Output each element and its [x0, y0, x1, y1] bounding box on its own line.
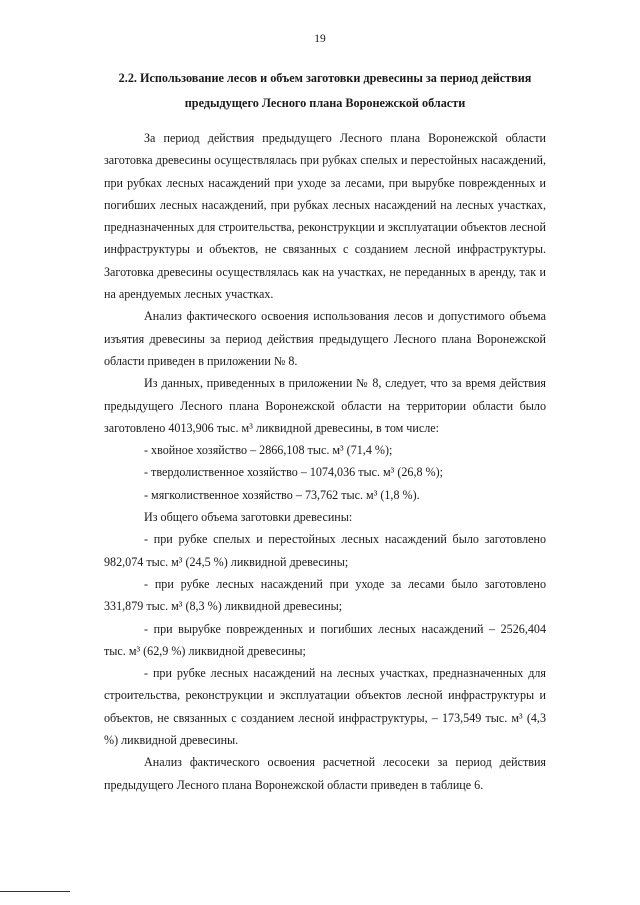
footnote-divider: [0, 891, 70, 892]
list-item-damaged-felling: - при вырубке поврежденных и погибших лесных насаждений – 2526,404 тыс. м³ (62,9 %) ликвидной древесины;: [104, 621, 546, 658]
paragraph-table-reference: Анализ фактического освоения расчетной лесосеки за период действия предыдущего Лесного плана Воронежской области приведен в таблице 6.: [104, 755, 546, 792]
list-item-softwood: - мягколиственное хозяйство – 73,762 тыс. м³ (1,8 %).: [144, 487, 420, 502]
list-item-mature-felling: - при рубке спелых и перестойных лесных насаждений было заготовлено 982,074 тыс. м³ (24,5 %) ликвидной древесины;: [104, 532, 546, 569]
list-item-care-felling: - при рубке лесных насаждений при уходе за лесами было заготовлено 331,879 тыс. м³ (8,3 %) ликвидной древесины;: [104, 576, 546, 614]
body-text: [104, 127, 546, 796]
list-item-coniferous: - хвойное хозяйство – 2866,108 тыс. м³ (71,4 %);: [144, 443, 393, 458]
paragraph-total-volume: Из данных, приведенных в приложении № 8, следует, что за время действия предыдущего Лесного плана Воронежской области на территории области было заготовлено 4013,906 тыс. м³ ликвидной древесины, в том числе:: [104, 376, 546, 435]
list-item-hardwood: - твердолиственное хозяйство – 1074,036 тыс. м³ (26,8 %);: [144, 465, 444, 480]
paragraph-analysis-appendix: Анализ фактического освоения использования лесов и допустимого объема изъятия древесины за период действия предыдущего Лесного плана Воронежской области приведен в приложении № 8.: [104, 309, 546, 368]
paragraph-harvest-overview: За период действия предыдущего Лесного плана Воронежской области заготовка древесины осуществлялась при рубках спелых и перестойных насаждений, при рубках лесных насаждений при уходе за лесами, при вырубке поврежденных и погибших лесных насаждений, при рубках лесных насаждений на лесных участках, предназначенных для строительства, реконструкции и эксплуатации объектов лесной инфраструктуры и объектов, не связанных с созданием лесной инфраструктуры. Заготовка древесины осуществлялась как на участках, не переданных в аренду, так и на арендуемых лесных участках.: [104, 131, 546, 302]
paragraph-of-total: Из общего объема заготовки древесины:: [144, 510, 353, 525]
section-heading: 2.2. Использование лесов и объем заготовки древесины за период действия предыдущего Лесного плана Воронежской области: [118, 71, 532, 110]
list-item-infrastructure-felling: - при рубке лесных насаждений на лесных участках, предназначенных для строительства, реконструкции и эксплуатации объектов лесной инфраструктуры и объектов, не связанных с созданием лесной инфраструктуры, – 173,549 тыс. м³ (4,3 %) ликвидной древесины.: [104, 666, 546, 748]
page-number: 19: [314, 33, 326, 45]
